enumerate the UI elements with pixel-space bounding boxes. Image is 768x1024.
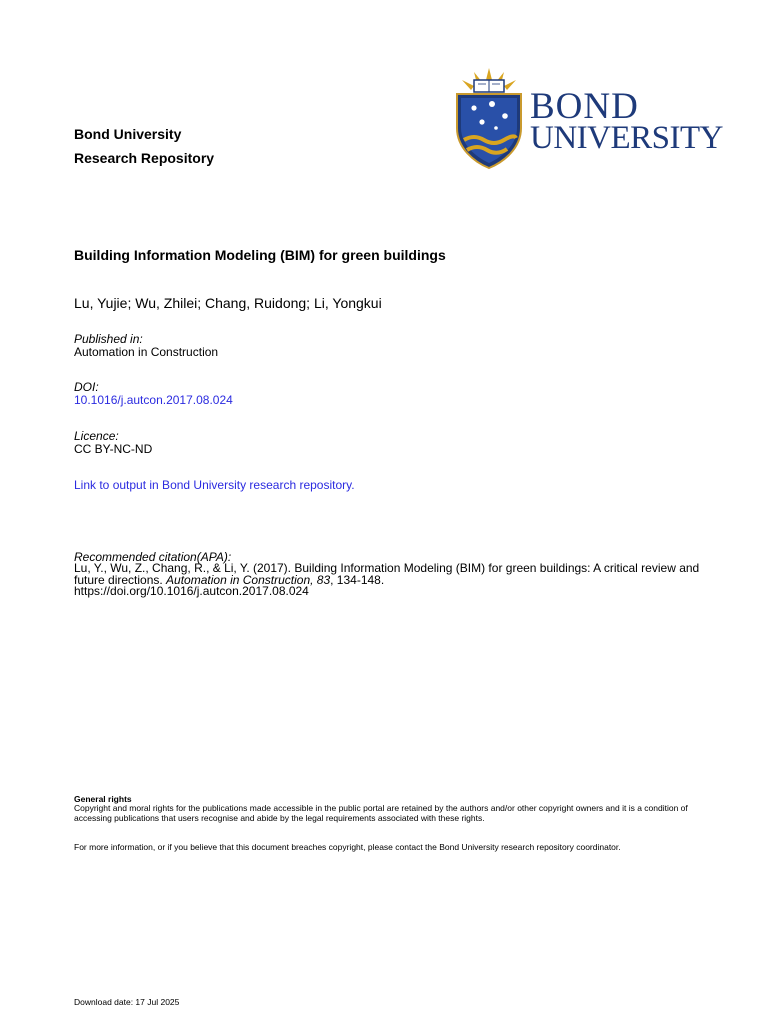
general-rights-heading: General rights (74, 794, 132, 804)
licence-value: CC BY-NC-ND (74, 442, 153, 456)
citation-part2: , 134-148. (330, 572, 385, 587)
citation-journal: Automation in Construction, 83 (166, 572, 331, 587)
paper-title: Building Information Modeling (BIM) for green buildings (74, 247, 446, 263)
published-value: Automation in Construction (74, 345, 219, 359)
crest-icon (452, 66, 527, 172)
doi-link[interactable]: 10.1016/j.autcon.2017.08.024 (74, 393, 233, 407)
logo-word-bond: BOND (530, 86, 639, 127)
repository-name: Research Repository (74, 150, 215, 166)
published-label: Published in: (74, 332, 143, 346)
paper-authors: Lu, Yujie; Wu, Zhilei; Chang, Ruidong; Li, Yongkui (74, 295, 382, 311)
logo-word-university: UNIVERSITY (530, 120, 723, 156)
doi-label: DOI: (74, 380, 99, 394)
citation-label: Recommended citation(APA): (74, 550, 232, 564)
bond-university-logo (452, 66, 727, 172)
download-date: Download date: 17 Jul 2025 (74, 997, 180, 1007)
citation-text (74, 563, 714, 598)
citation-url: https://doi.org/10.1016/j.autcon.2017.08.024 (74, 584, 309, 598)
institution-name: Bond University (74, 126, 182, 142)
citation-part1: Lu, Y., Wu, Z., Chang, R., & Li, Y. (2017). Building Information Modeling (BIM) for green buildings: A critical review and future directions. (74, 561, 700, 587)
general-rights-text: Copyright and moral rights for the publications made accessible in the public portal are retained by the authors and/or other copyright owners and it is a condition of accessing publications that users recognise and abide by the legal requirements associated with these rights. (74, 803, 688, 823)
contact-text: For more information, or if you believe that this document breaches copyright, please contact the Bond University research repository coordinator. (74, 842, 621, 852)
licence-label: Licence: (74, 429, 119, 443)
repository-link[interactable]: Link to output in Bond University research repository. (74, 478, 355, 492)
